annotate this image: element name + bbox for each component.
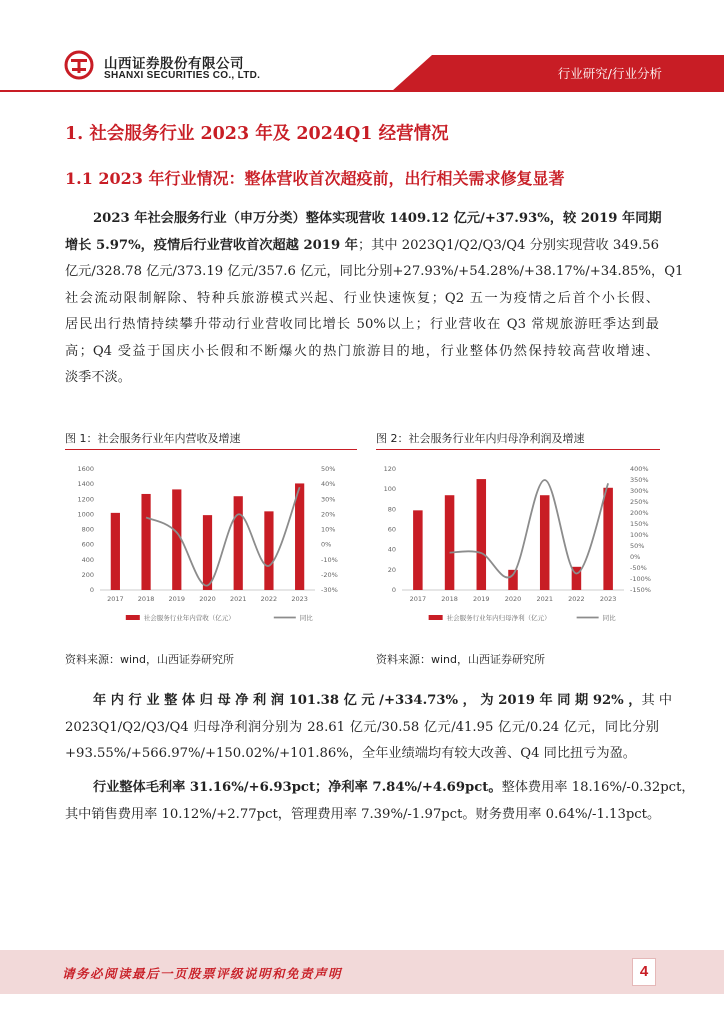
page-number: 4 [632,958,656,986]
figure-1-rule [65,449,357,450]
y-left-tick-label: 100 [383,485,396,494]
y-right-tick-label: -10% [321,555,338,564]
bar-2021 [540,495,550,590]
bar-2017 [111,513,120,590]
y-left-tick-label: 60 [387,525,396,534]
x-tick-label: 2021 [229,595,247,603]
y-right-tick-label: 200% [630,509,649,517]
para2-line-2: 2023Q1/Q2/Q3/Q4 归母净利润分别为 28.61 亿元/30.58 亿元/41.95 亿元/0.24 亿元，同比分别 [65,719,659,735]
figure-2-chart [376,455,660,640]
y-right-tick-label: -20% [321,570,338,579]
bar-2019 [172,489,181,590]
para3-line-1b: 整体费用率 18.16%/-0.32pct， [501,780,695,795]
para1-line-2a: 增长 5.97%，疫情后行业营收首次超越 2019 年 [65,237,358,253]
y-right-tick-label: -100% [630,575,651,583]
y-right-tick-label: 150% [630,520,649,528]
bar-2021 [234,496,243,590]
bar-2020 [203,515,212,590]
legend-bar-swatch [126,615,140,620]
y-right-tick-label: 30% [321,495,336,504]
legend-line-label: 同比 [602,614,616,622]
disclaimer-notice: 请务必阅读最后一页股票评级说明和免责声明 [62,966,343,981]
para1-line-1: 2023 年社会服务行业（申万分类）整体实现营收 1409.12 亿元/+37.93%，较 2019 年同期 [93,211,662,226]
company-name-cn: 山西证券股份有限公司 [104,56,244,72]
header-divider [0,90,724,92]
y-right-tick-label: 20% [321,510,336,519]
growth-line [450,480,609,577]
y-right-tick-label: 250% [630,498,649,506]
bar-2018 [445,495,455,590]
x-tick-label: 2022 [568,595,585,603]
para2-line-1b: 其 中 [641,693,673,708]
company-logo-icon [64,50,94,80]
bar-2017 [413,510,423,590]
y-right-tick-label: 50% [630,542,645,550]
y-left-tick-label: 40 [387,545,396,554]
y-left-tick-label: 20 [387,565,396,574]
page-header [0,0,724,92]
y-left-tick-label: 1600 [77,465,94,473]
y-left-tick-label: 1400 [77,480,94,489]
y-right-tick-label: -50% [630,564,647,572]
bar-2023 [603,488,613,590]
figure-1-chart [65,455,357,640]
y-left-tick-label: 1200 [77,495,94,504]
figure-2-source: 资料来源：wind，山西证券研究所 [376,653,546,666]
y-left-tick-label: 0 [89,586,94,594]
company-name-en: SHANXI SECURITIES CO., LTD. [104,70,261,81]
y-left-tick-label: 600 [81,540,94,549]
x-tick-label: 2017 [107,595,124,603]
bar-2018 [141,494,150,590]
y-left-tick-label: 200 [81,570,94,579]
para3-line-2: 其中销售费用率 10.12%/+2.77pct，管理费用率 7.39%/-1.97pct。财务费用率 0.64%/-1.13pct。 [65,806,661,822]
x-tick-label: 2020 [199,595,216,603]
y-right-tick-label: -150% [630,586,651,594]
growth-line [146,487,300,585]
x-tick-label: 2023 [599,595,617,603]
x-tick-label: 2020 [504,595,522,603]
paragraph-revenue [65,206,684,392]
para1-line-4: 社会流动限制解除、特种兵旅游模式兴起、行业快速恢复；Q2 五一为疫情之后首个小长假、 [65,290,659,306]
y-right-tick-label: -30% [321,586,338,594]
x-tick-label: 2018 [137,595,155,603]
y-right-tick-label: 50% [321,465,336,473]
figure-1-source: 资料来源：wind，山西证券研究所 [65,653,235,666]
para1-line-2b: ；其中 2023Q1/Q2/Q3/Q4 分别实现营收 349.56 [357,237,660,253]
para1-line-7: 淡季不淡。 [65,370,131,385]
para1-line-5: 居民出行热情持续攀升带动行业营收同比增长 50%以上；行业营收在 Q3 常规旅游旺季达到最 [65,317,659,332]
y-right-tick-label: 0% [321,540,332,549]
y-right-tick-label: 350% [630,476,649,484]
x-tick-label: 2019 [473,595,490,603]
report-category: 行业研究/行业分析 [557,66,662,81]
y-right-tick-label: 40% [321,480,336,489]
legend-bar-label: 社会服务行业年内归母净利（亿元） [446,614,551,622]
legend-bar-swatch [429,615,443,620]
x-tick-label: 2021 [536,595,553,603]
subsection-heading: 1.1 2023 年行业情况：整体营收首次超疫前，出行相关需求修复显著 [65,169,565,188]
y-right-tick-label: 100% [630,531,649,539]
legend-line-label: 同比 [299,614,313,622]
bar-2022 [264,511,273,590]
paragraph-margin [65,775,695,828]
x-tick-label: 2017 [409,595,427,603]
x-tick-label: 2023 [291,595,308,603]
y-left-tick-label: 1000 [77,510,94,519]
legend-bar-label: 社会服务行业年内营收（亿元） [143,614,235,622]
y-left-tick-label: 0 [391,586,396,594]
para1-line-6: 高；Q4 受益于国庆小长假和不断爆火的热门旅游目的地，行业整体仍然保持较高营收增速、 [65,343,659,359]
y-right-tick-label: 300% [630,487,649,495]
section-heading: 1. 社会服务行业 2023 年及 2024Q1 经营情况 [65,124,449,144]
figure-2-rule [376,449,660,450]
y-right-tick-label: 400% [630,465,649,473]
para3-line-1: 行业整体毛利率 31.16%/+6.93pct；净利率 7.84%/+4.69pct。 [93,780,502,795]
para1-line-3: 亿元/328.78 亿元/373.19 亿元/357.6 亿元，同比分别+27.93%/+54.28%/+38.17%/+34.85%，Q1 [65,264,684,279]
y-right-tick-label: 0% [630,553,641,561]
y-left-tick-label: 80 [387,505,396,514]
y-left-tick-label: 400 [81,555,94,564]
paragraph-profit [65,688,673,768]
figure-2-title: 图 2：社会服务行业年内归母净利润及增速 [376,432,585,445]
y-left-tick-label: 120 [383,465,396,473]
figure-1-title: 图 1：社会服务行业年内营收及增速 [65,432,241,445]
x-tick-label: 2022 [260,595,278,603]
y-right-tick-label: 10% [321,525,336,534]
bar-2020 [508,570,518,590]
y-left-tick-label: 800 [81,525,94,534]
bar-2019 [477,479,487,590]
x-tick-label: 2018 [441,595,458,603]
para2-line-1: 年 内 行 业 整 体 归 母 净 利 润 101.38 亿 元 /+334.73% ， 为 2019 年 同 期 92% ， [93,693,642,708]
x-tick-label: 2019 [168,595,186,603]
para2-line-3: +93.55%/+566.97%/+150.02%/+101.86%，全年业绩端均有较大改善、Q4 同比扭亏为盈。 [65,746,636,761]
